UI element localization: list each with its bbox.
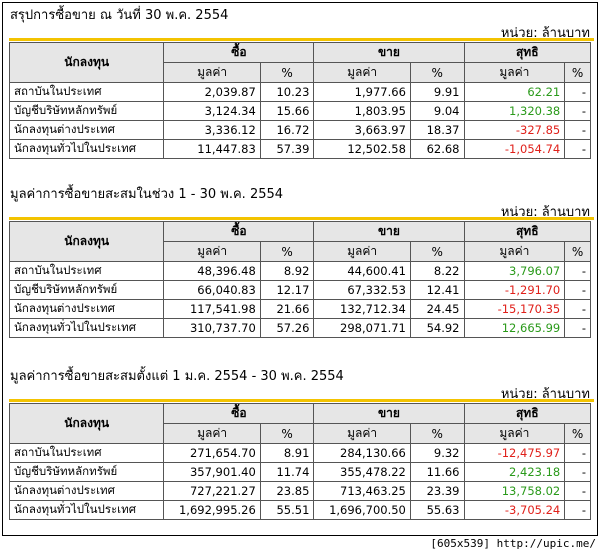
investor-name: นักลงทุนต่างประเทศ xyxy=(10,121,164,140)
buy-value: 2,039.87 xyxy=(164,83,260,102)
net-value: -12,475.97 xyxy=(464,444,565,463)
net-percent-header: % xyxy=(565,63,591,83)
buy-value: 66,040.83 xyxy=(164,281,260,300)
investor-name: บัญชีบริษัทหลักทรัพย์ xyxy=(10,281,164,300)
summary-section xyxy=(6,183,594,361)
investor-name: สถาบันในประเทศ xyxy=(10,262,164,281)
sell-header: ขาย xyxy=(314,43,464,63)
section-divider xyxy=(9,399,594,402)
sell-percent: 24.45 xyxy=(410,300,464,319)
buy-percent: 12.17 xyxy=(260,281,314,300)
buy-value-header: มูลค่า xyxy=(164,242,260,262)
footer-credit: [605x539] http://upic.me/ xyxy=(430,537,596,550)
buy-percent: 10.23 xyxy=(260,83,314,102)
buy-percent: 8.91 xyxy=(260,444,314,463)
buy-header: ซื้อ xyxy=(164,404,314,424)
net-value: 12,665.99 xyxy=(464,319,565,338)
unit-label: หน่วย: ล้านบาท xyxy=(500,26,590,41)
header-row xyxy=(10,222,591,242)
buy-header: ซื้อ xyxy=(164,43,314,63)
section-divider xyxy=(9,217,594,220)
sell-value: 132,712.34 xyxy=(314,300,410,319)
sell-value: 1,696,700.50 xyxy=(314,501,410,520)
buy-value: 727,221.27 xyxy=(164,482,260,501)
sell-value-header: มูลค่า xyxy=(314,242,410,262)
net-header: สุทธิ xyxy=(464,222,591,242)
net-percent: - xyxy=(565,300,591,319)
section-title: มูลค่าการซื้อขายสะสมในช่วง 1 - 30 พ.ค. 2554 xyxy=(10,187,284,202)
table-row xyxy=(10,319,591,338)
net-value: 62.21 xyxy=(464,83,565,102)
sell-percent: 55.63 xyxy=(410,501,464,520)
trading-table xyxy=(9,42,591,159)
table-row xyxy=(10,300,591,319)
sell-value-header: มูลค่า xyxy=(314,63,410,83)
investor-header: นักลงทุน xyxy=(10,404,164,444)
sell-value: 1,803.95 xyxy=(314,102,410,121)
buy-value: 310,737.70 xyxy=(164,319,260,338)
net-value: 3,796.07 xyxy=(464,262,565,281)
table-row xyxy=(10,501,591,520)
investor-header: นักลงทุน xyxy=(10,43,164,83)
sell-percent-header: % xyxy=(410,424,464,444)
net-header: สุทธิ xyxy=(464,404,591,424)
net-value: 2,423.18 xyxy=(464,463,565,482)
sell-value: 3,663.97 xyxy=(314,121,410,140)
net-percent: - xyxy=(565,262,591,281)
net-value: 1,320.38 xyxy=(464,102,565,121)
table-row xyxy=(10,102,591,121)
buy-percent: 8.92 xyxy=(260,262,314,281)
buy-value-header: มูลค่า xyxy=(164,63,260,83)
net-percent: - xyxy=(565,482,591,501)
trading-table xyxy=(9,221,591,338)
sell-percent: 9.91 xyxy=(410,83,464,102)
net-value-header: มูลค่า xyxy=(464,242,565,262)
sell-percent: 9.04 xyxy=(410,102,464,121)
net-value-header: มูลค่า xyxy=(464,63,565,83)
buy-value: 357,901.40 xyxy=(164,463,260,482)
buy-percent: 57.26 xyxy=(260,319,314,338)
sell-value: 1,977.66 xyxy=(314,83,410,102)
net-value-header: มูลค่า xyxy=(464,424,565,444)
investor-name: บัญชีบริษัทหลักทรัพย์ xyxy=(10,102,164,121)
buy-percent-header: % xyxy=(260,63,314,83)
net-percent: - xyxy=(565,501,591,520)
net-percent: - xyxy=(565,121,591,140)
sell-percent: 9.32 xyxy=(410,444,464,463)
table-row xyxy=(10,482,591,501)
buy-percent-header: % xyxy=(260,242,314,262)
table-row xyxy=(10,262,591,281)
investor-name: นักลงทุนทั่วไปในประเทศ xyxy=(10,501,164,520)
net-percent: - xyxy=(565,444,591,463)
header-row xyxy=(10,43,591,63)
investor-name: นักลงทุนทั่วไปในประเทศ xyxy=(10,319,164,338)
buy-value: 3,336.12 xyxy=(164,121,260,140)
net-percent-header: % xyxy=(565,424,591,444)
buy-value: 11,447.83 xyxy=(164,140,260,159)
buy-percent: 55.51 xyxy=(260,501,314,520)
buy-percent: 16.72 xyxy=(260,121,314,140)
investor-name: นักลงทุนต่างประเทศ xyxy=(10,482,164,501)
table-row xyxy=(10,281,591,300)
buy-percent: 15.66 xyxy=(260,102,314,121)
buy-header: ซื้อ xyxy=(164,222,314,242)
net-value: -15,170.35 xyxy=(464,300,565,319)
buy-value: 48,396.48 xyxy=(164,262,260,281)
sell-value-header: มูลค่า xyxy=(314,424,410,444)
net-value: -3,705.24 xyxy=(464,501,565,520)
header-row xyxy=(10,404,591,424)
buy-percent-header: % xyxy=(260,424,314,444)
net-percent: - xyxy=(565,463,591,482)
summary-section xyxy=(6,365,594,543)
sell-percent: 8.22 xyxy=(410,262,464,281)
sell-value: 298,071.71 xyxy=(314,319,410,338)
trading-table xyxy=(9,403,591,520)
net-percent: - xyxy=(565,140,591,159)
buy-value: 117,541.98 xyxy=(164,300,260,319)
sell-percent: 12.41 xyxy=(410,281,464,300)
sell-header: ขาย xyxy=(314,222,464,242)
section-title: สรุปการซื้อขาย ณ วันที่ 30 พ.ค. 2554 xyxy=(10,8,229,23)
sell-value: 67,332.53 xyxy=(314,281,410,300)
net-header: สุทธิ xyxy=(464,43,591,63)
net-percent: - xyxy=(565,83,591,102)
sell-value: 713,463.25 xyxy=(314,482,410,501)
sell-percent-header: % xyxy=(410,242,464,262)
unit-label: หน่วย: ล้านบาท xyxy=(500,387,590,402)
investor-name: นักลงทุนต่างประเทศ xyxy=(10,300,164,319)
buy-percent: 57.39 xyxy=(260,140,314,159)
table-row xyxy=(10,121,591,140)
buy-value: 271,654.70 xyxy=(164,444,260,463)
net-value: -327.85 xyxy=(464,121,565,140)
unit-label: หน่วย: ล้านบาท xyxy=(500,205,590,220)
sell-value: 284,130.66 xyxy=(314,444,410,463)
sell-value: 355,478.22 xyxy=(314,463,410,482)
investor-header: นักลงทุน xyxy=(10,222,164,262)
table-row xyxy=(10,83,591,102)
sell-value: 44,600.41 xyxy=(314,262,410,281)
sell-percent: 18.37 xyxy=(410,121,464,140)
net-value: -1,291.70 xyxy=(464,281,565,300)
sell-percent: 23.39 xyxy=(410,482,464,501)
sell-percent: 62.68 xyxy=(410,140,464,159)
net-percent: - xyxy=(565,319,591,338)
sell-percent: 54.92 xyxy=(410,319,464,338)
sell-value: 12,502.58 xyxy=(314,140,410,159)
section-title: มูลค่าการซื้อขายสะสมตั้งแต่ 1 ม.ค. 2554 - 30 พ.ค. 2554 xyxy=(10,369,344,384)
net-percent: - xyxy=(565,281,591,300)
section-divider xyxy=(9,38,594,41)
sell-percent: 11.66 xyxy=(410,463,464,482)
buy-percent: 21.66 xyxy=(260,300,314,319)
sell-percent-header: % xyxy=(410,63,464,83)
investor-name: นักลงทุนทั่วไปในประเทศ xyxy=(10,140,164,159)
table-row xyxy=(10,463,591,482)
net-percent-header: % xyxy=(565,242,591,262)
buy-value: 1,692,995.26 xyxy=(164,501,260,520)
investor-name: บัญชีบริษัทหลักทรัพย์ xyxy=(10,463,164,482)
net-value: 13,758.02 xyxy=(464,482,565,501)
table-row xyxy=(10,140,591,159)
net-percent: - xyxy=(565,102,591,121)
buy-value: 3,124.34 xyxy=(164,102,260,121)
buy-value-header: มูลค่า xyxy=(164,424,260,444)
table-row xyxy=(10,444,591,463)
sell-header: ขาย xyxy=(314,404,464,424)
summary-section xyxy=(6,4,594,182)
buy-percent: 23.85 xyxy=(260,482,314,501)
buy-percent: 11.74 xyxy=(260,463,314,482)
investor-name: สถาบันในประเทศ xyxy=(10,444,164,463)
net-value: -1,054.74 xyxy=(464,140,565,159)
investor-name: สถาบันในประเทศ xyxy=(10,83,164,102)
